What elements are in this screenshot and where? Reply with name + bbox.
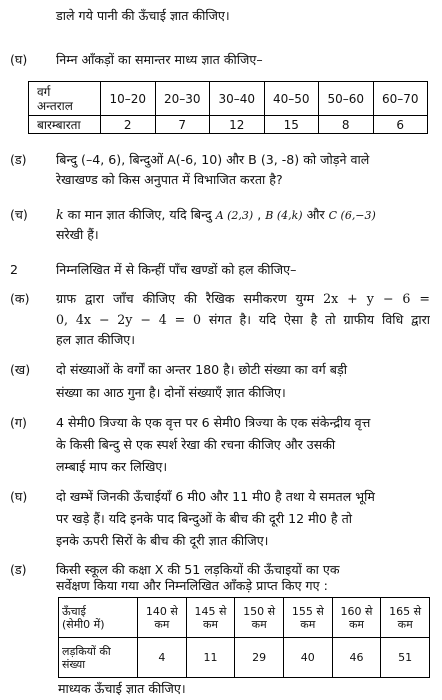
question-text: किसी स्कूल की कक्षा X की 51 लड़कियों की ऊँचाइयों का एक bbox=[56, 562, 340, 577]
table-header: वर्ग अन्तराल bbox=[29, 82, 101, 116]
table-header: बारम्बारता bbox=[29, 116, 101, 134]
table-cell: 2 bbox=[101, 116, 156, 134]
question-text: सरेखी हैं। bbox=[56, 227, 99, 242]
question-text: रेखाखण्ड को किस अनुपात में विभाजित करता है? bbox=[56, 172, 283, 187]
table-cell: 7 bbox=[155, 116, 210, 134]
table-cell: 145 से कम bbox=[186, 598, 235, 638]
question-text: निम्न आँकड़ों का समान्तर माध्य ज्ञात कीजिए– bbox=[56, 52, 263, 67]
table-cell: 150 से कम bbox=[235, 598, 284, 638]
table-cell: 8 bbox=[319, 116, 374, 134]
question-text: बिन्दु (–4, 6), बिन्दुओं A(-6, 10) और B (3, -8) को जोड़ने वाले bbox=[56, 152, 370, 167]
table-cell: 155 से कम bbox=[283, 598, 332, 638]
table-cell: 140 से कम bbox=[138, 598, 187, 638]
section-number: 2 bbox=[10, 262, 19, 277]
table-cell: 160 से कम bbox=[332, 598, 381, 638]
text-line: डाले गये पानी की ऊँचाई ज्ञात कीजिए। bbox=[56, 8, 230, 23]
question-label: (घ) bbox=[10, 52, 28, 67]
table-cell: 20–30 bbox=[155, 82, 210, 116]
table-cell: 15 bbox=[264, 116, 319, 134]
height-table bbox=[58, 597, 430, 678]
table-cell: 51 bbox=[381, 638, 430, 678]
question-text: के किसी बिन्दु से एक स्पर्श रेखा की रचना कीजिए और उसकी bbox=[56, 437, 336, 452]
question-text: सर्वेक्षण किया गया और निम्नलिखित आँकड़े प्राप्त किए गए : bbox=[56, 578, 328, 593]
table-cell: 40–50 bbox=[264, 82, 319, 116]
question-label: (घ) bbox=[10, 489, 28, 504]
table-cell: 50–60 bbox=[319, 82, 374, 116]
question-label: (ड) bbox=[10, 152, 27, 167]
table-cell: 30–40 bbox=[210, 82, 265, 116]
table-cell: 165 से कम bbox=[381, 598, 430, 638]
question-text: दो खम्भें जिनकी ऊँचाईयाँ 6 मी0 और 11 मी0 है तथा ये समतल भूमि bbox=[56, 489, 375, 504]
table-cell: 60–70 bbox=[373, 82, 428, 116]
table-cell: 46 bbox=[332, 638, 381, 678]
question-label: (ड) bbox=[10, 562, 27, 577]
question-text: 0, 4x − 2y − 4 = 0 संगत है। यदि ऐसा है तो ग्राफीय विधि द्वारा bbox=[56, 312, 430, 327]
question-text: संख्या का आठ गुना है। दोनों संख्याएँ ज्ञात कीजिए। bbox=[56, 385, 286, 400]
question-label: (ग) bbox=[10, 415, 27, 430]
question-text: माध्यक ऊँचाई ज्ञात कीजिए। bbox=[58, 681, 186, 696]
question-label: (ख) bbox=[10, 362, 31, 377]
section-title: निम्नलिखित में से किन्हीं पाँच खण्डों को हल कीजिए– bbox=[56, 262, 297, 277]
table-header: लड़कियों की संख्या bbox=[59, 638, 138, 678]
question-label: (च) bbox=[10, 207, 28, 222]
question-text: लम्बाई माप कर लिखिए। bbox=[56, 459, 168, 474]
question-text: पर खड़े हैं। यदि इनके पाद बिन्दुओं के बीच की दूरी 12 मी0 है तो bbox=[56, 511, 353, 526]
question-text: ग्राफ द्वारा जाँच कीजिए की रैखिक समीकरण युग्म 2x + y − 6 = bbox=[56, 291, 430, 306]
table-cell: 6 bbox=[373, 116, 428, 134]
frequency-table bbox=[28, 81, 428, 134]
table-cell: 40 bbox=[283, 638, 332, 678]
question-label: (क) bbox=[10, 291, 30, 306]
table-cell: 12 bbox=[210, 116, 265, 134]
table-header: ऊँचाई (सेमी0 में) bbox=[59, 598, 138, 638]
question-text: इनके ऊपरी सिरों के बीच की दूरी ज्ञात कीजिए। bbox=[56, 533, 269, 548]
table-cell: 29 bbox=[235, 638, 284, 678]
table-cell: 4 bbox=[138, 638, 187, 678]
question-text: हल ज्ञात कीजिए। bbox=[56, 332, 136, 347]
table-cell: 10–20 bbox=[101, 82, 156, 116]
question-text: 4 सेमी0 त्रिज्या के एक वृत्त पर 6 सेमी0 त्रिज्या के एक संकेन्द्रीय वृत्त bbox=[56, 415, 371, 430]
question-text: k का मान ज्ञात कीजिए, यदि बिन्दु A (2,3) , B (4,k) और C (6,−3) bbox=[56, 207, 376, 222]
table-cell: 11 bbox=[186, 638, 235, 678]
question-text: दो संख्याओं के वर्गों का अन्तर 180 है। छोटी संख्या का वर्ग बड़ी bbox=[56, 362, 347, 377]
